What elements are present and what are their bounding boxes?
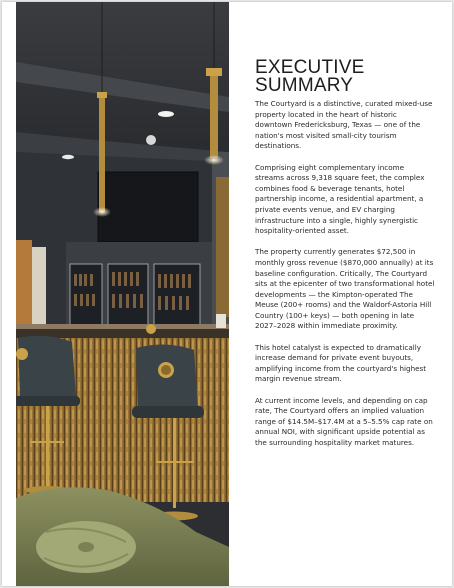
title-line-1: EXECUTIVE (255, 57, 365, 78)
paragraph-hotel-catalyst: This hotel catalyst is expected to dramatically increase demand for private event buyouts, amplifying income from the courtyard's highest margin revenue stream. (255, 342, 427, 384)
bar-photo-illustration (16, 2, 229, 586)
section-title (255, 59, 435, 95)
paragraph-revenue-hotels: The property currently generates $72,500 in monthly gross revenue ($870,000 annually) at its baseline configuration. Critically, The Courtyard sits at the epicenter of two transformational hotel developments — the Kimpton-operated The Meuse (200+ rooms) and the Waldorf-Astoria Hill Country (100+ keys) — both opening in late 2027–2028 within immediate proximity. (255, 247, 435, 331)
paragraph-intro: The Courtyard is a distinctive, curated mixed-use property located in the heart of historic downtown Fredericksburg, Texas — one of the nation's most visited small-city tourism destinations. (255, 99, 433, 151)
title-line-2: SUMMARY (255, 75, 354, 96)
paragraph-income-streams: Comprising eight complementary income streams across 9,318 square feet, the complex combines food & beverage tenants, hotel partnership income, a residential apartment, a private events venue, and EV charging infrastructure into a single, highly synergistic hospitality-oriented asset. (255, 162, 425, 236)
executive-summary-section (255, 59, 435, 459)
paragraph-valuation: At current income levels, and depending on cap rate, The Courtyard offers an implied valuation range of $14.5M–$17.4M at a 5–5.5% cap rate on annual NOI, with significant upside potential as the surrounding hospitality market matures. (255, 395, 433, 447)
document-page (2, 2, 452, 586)
bar-interior-photo (16, 2, 229, 586)
